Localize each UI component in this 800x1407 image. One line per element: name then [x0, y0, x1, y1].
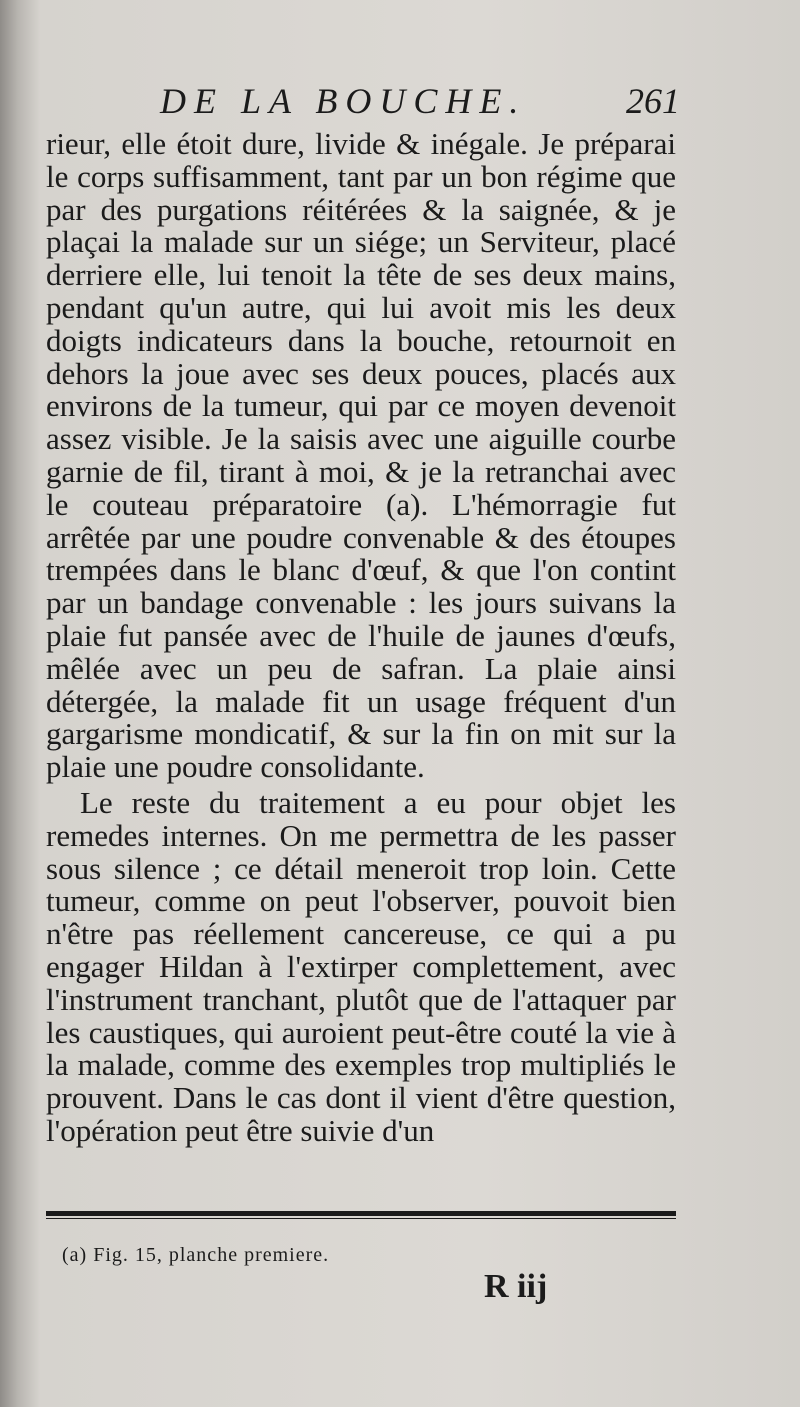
signature-mark: R iij: [484, 1268, 548, 1305]
paragraph-2: Le reste du traitement a eu pour objet les remedes internes. On me permettra de les passer sous silence ; ce détail meneroit trop loin. Cette tumeur, comme on peut l'observer, pouvoit bien n'être pas réellement cancereuse, ce qui a pu engager Hildan à l'extirper complettement, avec l'instrument tranchant, plutôt que de l'attaquer par les caustiques, qui auroient peut-être couté la vie à la malade, comme des exemples trop multipliés le prouvent. Dans le cas dont il vient d'être question, l'opération peut être suivie d'un: [46, 784, 676, 1148]
main-text: [46, 128, 676, 1148]
page-number: 261: [626, 81, 680, 121]
footnote-rule: [46, 1211, 676, 1216]
paragraph-1: rieur, elle étoit dure, livide & inégale. Je préparai le corps suffisamment, tant par un bon régime que par des purgations réitérées & la saignée, & je plaçai la malade sur un siége; un Serviteur, placé derriere elle, lui tenoit la tête de ses deux mains, pendant qu'un autre, qui lui avoit mis les deux doigts indicateurs dans la bouche, retournoit en dehors la joue avec ses deux pouces, placés aux environs de la tumeur, qui par ce moyen devenoit assez visible. Je la saisis avec une aiguille courbe garnie de fil, tirant à moi, & je la retranchai avec le couteau préparatoire (a). L'hémorragie fut arrêtée par une poudre convenable & des étoupes trempées dans le blanc d'œuf, & que l'on contint par un bandage convenable : les jours suivans la plaie fut pansée avec de l'huile de jaunes d'œufs, mêlée avec un peu de safran. La plaie ainsi détergée, la malade fit un usage fréquent d'un gargarisme mondicatif, & sur la fin on mit sur la plaie une poudre consolidante.: [46, 126, 676, 785]
running-head: DE LA BOUCHE.: [160, 81, 527, 121]
page-header: [160, 80, 680, 130]
footnote: (a) Fig. 15, planche premiere.: [62, 1244, 330, 1266]
